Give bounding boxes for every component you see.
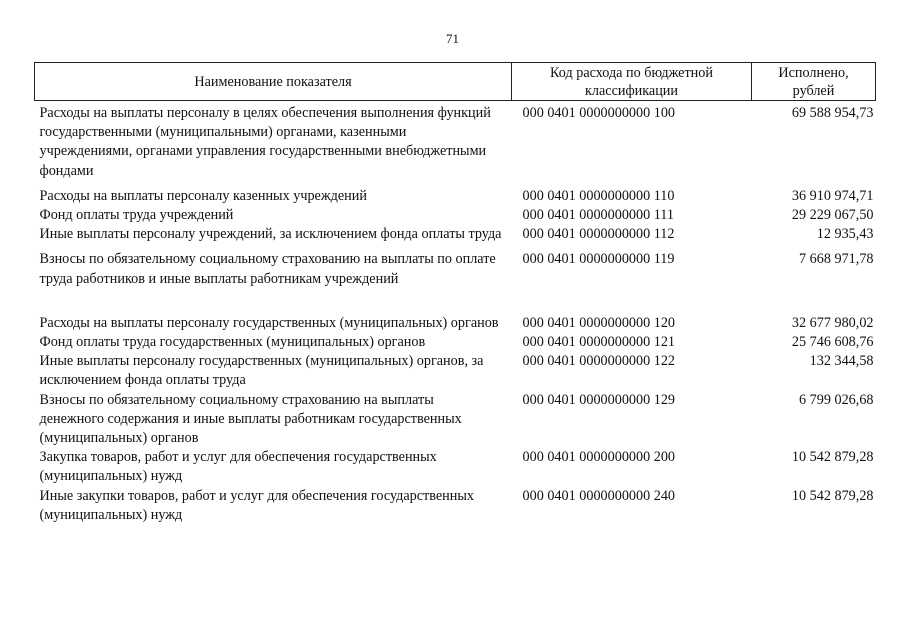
- row-code: 000 0401 0000000000 121: [522, 334, 676, 351]
- table-row: [35, 314, 876, 333]
- header-row: [35, 63, 876, 101]
- table-row: [35, 448, 876, 486]
- row-value: 69 588 954,73: [791, 105, 874, 121]
- row-value: 7 668 971,78: [799, 251, 874, 268]
- row-name: Иные закупки товаров, работ и услуг для обеспечения государственных (муниципальных) нужд: [39, 487, 474, 523]
- row-value: 36 910 974,71: [791, 187, 874, 204]
- row-name: Фонд оплаты труда учреждений: [39, 207, 234, 224]
- table-row: [35, 225, 876, 250]
- table-header: [35, 63, 876, 101]
- row-name: Закупка товаров, работ и услуг для обеспечения государственных (муниципальных) нужд: [39, 449, 437, 485]
- row-value: 10 542 879,28: [791, 449, 874, 466]
- row-value: 132 344,58: [809, 353, 874, 370]
- row-name: Фонд оплаты труда государственных (муниципальных) органов: [39, 334, 426, 351]
- row-code: 000 0401 0000000000 119: [522, 251, 675, 268]
- page-number: 71: [446, 31, 459, 46]
- row-code: 000 0401 0000000000 111: [522, 207, 674, 224]
- row-name: Взносы по обязательному социальному страхованию на выплаты по оплате труда работников и иные выплаты работникам учреждений: [39, 251, 496, 287]
- table-row: [35, 206, 876, 225]
- table-row: [35, 352, 876, 390]
- row-code: 000 0401 0000000000 122: [522, 353, 676, 370]
- row-code: 000 0401 0000000000 200: [522, 449, 676, 466]
- table-row: [35, 487, 876, 525]
- row-name: Взносы по обязательному социальному страхованию на выплаты денежного содержания и иные выплаты работникам государственных (муниципальных) органов: [39, 391, 462, 447]
- row-value: 32 677 980,02: [791, 314, 874, 331]
- row-value: 12 935,43: [816, 226, 874, 243]
- row-code: 000 0401 0000000000 112: [522, 226, 675, 243]
- table-body: [35, 101, 876, 526]
- row-code: 000 0401 0000000000 110: [522, 187, 675, 204]
- table-row: [35, 250, 876, 313]
- row-code: 000 0401 0000000000 100: [522, 105, 676, 121]
- table-row: [35, 187, 876, 206]
- row-name: Расходы на выплаты персоналу казенных учреждений: [39, 187, 367, 204]
- row-name: Расходы на выплаты персоналу государственных (муниципальных) органов: [39, 314, 499, 331]
- row-name: Иные выплаты персоналу государственных (муниципальных) органов, за исключением фонда оплаты труда: [39, 353, 484, 389]
- header-code: Код расхода по бюджетной классификации: [512, 63, 752, 101]
- row-code: 000 0401 0000000000 120: [522, 314, 676, 331]
- table-row: [35, 333, 876, 352]
- row-name: Расходы на выплаты персоналу в целях обеспечения выполнения функций государственными (муниципальными) органами, казенными учреждениями, органами управления государственными внебюджетными фондами: [39, 105, 491, 179]
- table-row: [35, 101, 876, 187]
- row-value: 10 542 879,28: [791, 487, 874, 504]
- table-row: [35, 391, 876, 449]
- row-code: 000 0401 0000000000 240: [522, 487, 676, 504]
- row-value: 6 799 026,68: [799, 391, 874, 408]
- row-value: 29 229 067,50: [791, 207, 874, 224]
- row-name: Иные выплаты персоналу учреждений, за исключением фонда оплаты труда: [39, 226, 502, 243]
- row-value: 25 746 608,76: [791, 334, 874, 351]
- row-code: 000 0401 0000000000 129: [522, 391, 676, 408]
- header-value: Исполнено, рублей: [752, 63, 876, 101]
- header-name: Наименование показателя: [35, 63, 512, 101]
- expenditure-table: [34, 62, 876, 525]
